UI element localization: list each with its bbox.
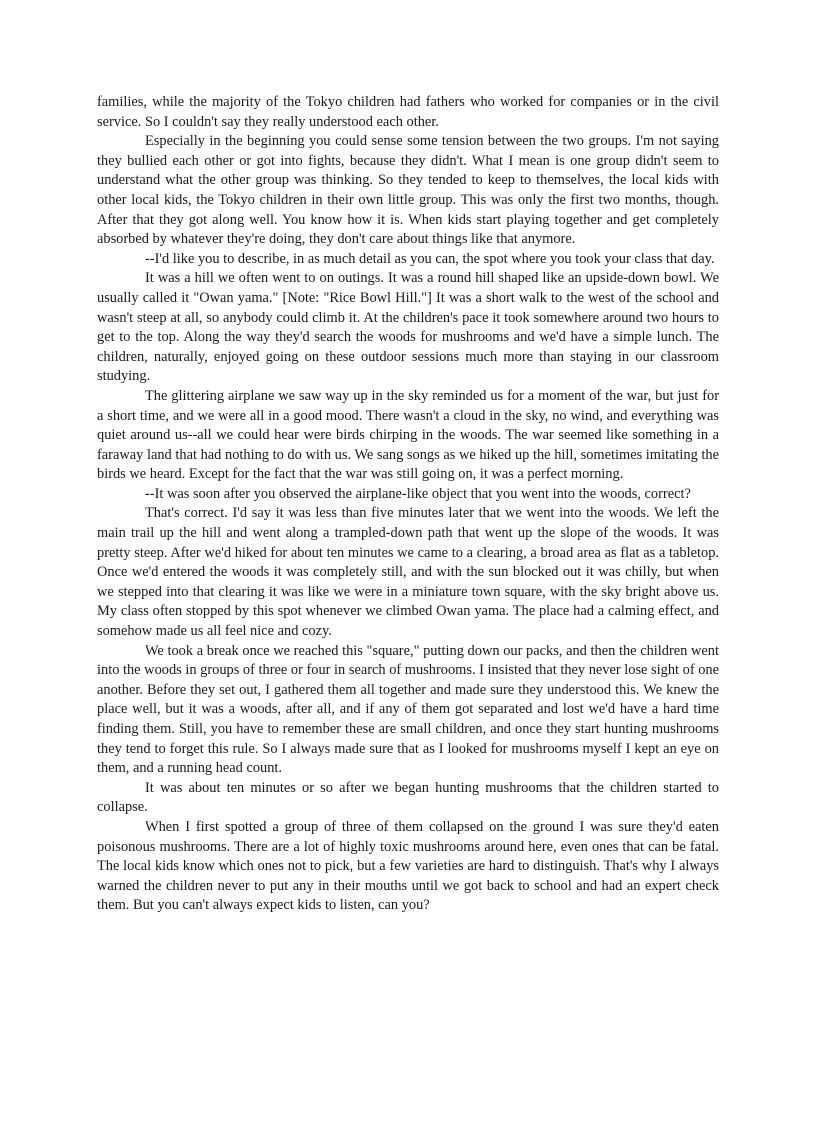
paragraph-continuation: families, while the majority of the Tokyo children had fathers who worked for companies or in the civil service. So I couldn't say they really understood each other. xyxy=(97,94,719,130)
paragraph: It was about ten minutes or so after we began hunting mushrooms that the children started to collapse. xyxy=(97,779,719,816)
paragraph: The glittering airplane we saw way up in the sky reminded us for a moment of the war, but just for a short time, and we were all in a good mood. There wasn't a cloud in the sky, no wind, and everything was quiet around us--all we could hear were birds chirping in the woods. The war seemed like something in a faraway land that had nothing to do with us. We sang songs as we hiked up the hill, sometimes imitating the birds we heard. Except for the fact that the war was still going on, it was a perfect morning. xyxy=(97,387,719,483)
paragraph: Especially in the beginning you could sense some tension between the two groups. I'm not saying they bullied each other or got into fights, because they didn't. What I mean is one group didn't seem to understand what the other group was thinking. So they tended to keep to themselves, the local kids with other local kids, the Tokyo children in their own little group. This was only the first two months, though. After that they got along well. You know how it is. When kids start playing together and get completely absorbed by whatever they're doing, they don't care about things like that anymore. xyxy=(97,133,719,248)
paragraph: When I first spotted a group of three of them collapsed on the ground I was sure they'd eaten poisonous mushrooms. There are a lot of highly toxic mushrooms around here, even ones that can be fatal. The local kids know which ones not to pick, but a few varieties are hard to distinguish. That's why I always warned the children never to put any in their mouths until we got back to school and had an expert check them. But you can't always expect kids to listen, can you? xyxy=(97,818,719,914)
paragraph: That's correct. I'd say it was less than five minutes later that we went into the woods. We left the main trail up the hill and went along a trampled-down path that went up the slope of the woods. It was pretty steep. After we'd hiked for about ten minutes we came to a clearing, a broad area as flat as a tabletop. Once we'd entered the woods it was completely still, and with the sun blocked out it was chilly, but when we stepped into that clearing it was like we were in a miniature town square, with the sky bright above us. My class often stopped by this spot whenever we climbed Owan yama. The place had a calming effect, and somehow made us all feel nice and cozy. xyxy=(97,505,719,640)
interview-question: --It was soon after you observed the airplane-like object that you went into the woods, correct? xyxy=(145,485,691,502)
paragraph: It was a hill we often went to on outings. It was a round hill shaped like an upside-down bowl. We usually called it "Owan yama." [Note: "Rice Bowl Hill."] It was a short walk to the west of the school and wasn't steep at all, so anybody could climb it. At the children's pace it took somewhere around two hours to get to the top. Along the way they'd search the woods for mushrooms and we'd have a simple lunch. The children, naturally, enjoyed going on these outdoor sessions much more than staying in our classroom studying. xyxy=(97,270,719,385)
document-page xyxy=(97,93,719,916)
paragraph: We took a break once we reached this "square," putting down our packs, and then the children went into the woods in groups of three or four in search of mushrooms. I insisted that they never lose sight of one another. Before they set out, I gathered them all together and made sure they understood this. We knew the place well, but it was a woods, after all, and if any of them got separated and lost we'd have a hard time finding them. Still, you have to remember these are small children, and once they start hunting mushrooms they tend to forget this rule. So I always made sure that as I looked for mushrooms myself I kept an eye on them, and a running head count. xyxy=(97,642,719,777)
interview-question: --I'd like you to describe, in as much detail as you can, the spot where you took your class that day. xyxy=(145,250,715,267)
